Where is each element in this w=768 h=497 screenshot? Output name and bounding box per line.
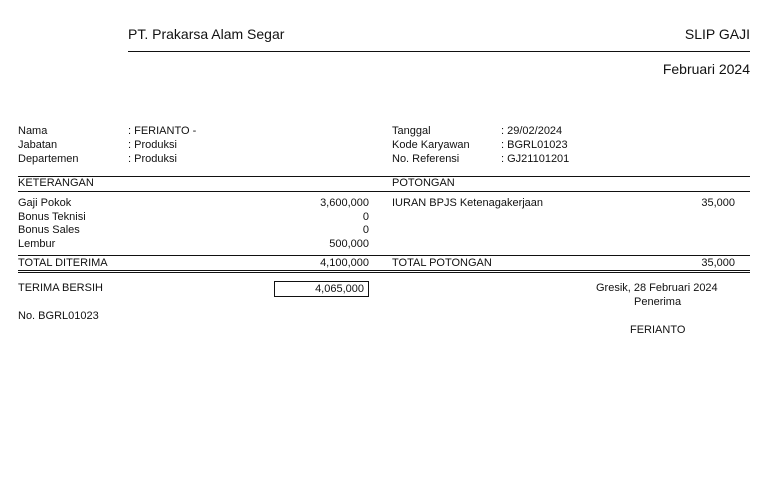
name-value: : FERIANTO -	[128, 125, 197, 137]
total-earnings-amount: 4,100,000	[320, 257, 369, 269]
net-pay-amount: 4,065,000	[274, 281, 369, 297]
section-top-line	[18, 176, 750, 177]
totals-double-line	[18, 272, 750, 273]
position-label: Jabatan	[18, 139, 58, 151]
earning-amount: 0	[362, 224, 369, 236]
earning-amount: 3,600,000	[320, 197, 369, 209]
reference-label: No. Referensi	[392, 153, 460, 165]
department-label: Departemen	[18, 153, 79, 165]
position-value: : Produksi	[128, 139, 177, 151]
total-deductions-amount: 35,000	[701, 257, 735, 269]
header-divider	[128, 51, 750, 52]
earning-label: Lembur	[18, 238, 56, 250]
receiver-name: FERIANTO	[630, 324, 686, 336]
date-value: : 29/02/2024	[501, 125, 563, 137]
employee-code-value: : BGRL01023	[501, 139, 568, 151]
earning-amount: 500,000	[329, 238, 369, 250]
total-earnings-label: TOTAL DITERIMA	[18, 257, 108, 269]
earnings-heading: KETERANGAN	[18, 177, 94, 189]
document-title: SLIP GAJI	[684, 26, 750, 42]
earning-label: Gaji Pokok	[18, 197, 72, 209]
deduction-amount: 35,000	[701, 197, 735, 209]
earning-label: Bonus Teknisi	[18, 211, 86, 223]
company-name: PT. Prakarsa Alam Segar	[128, 26, 285, 42]
place-date: Gresik, 28 Februari 2024	[596, 282, 718, 294]
department-value: : Produksi	[128, 153, 177, 165]
slip-number: No. BGRL01023	[18, 310, 99, 322]
pay-period: Februari 2024	[662, 61, 750, 77]
section-heading-line	[18, 191, 750, 192]
totals-bottom-line	[18, 270, 750, 271]
reference-value: : GJ21101201	[501, 153, 570, 165]
total-deductions-label: TOTAL POTONGAN	[392, 257, 492, 269]
receiver-label: Penerima	[634, 296, 682, 308]
deductions-heading: POTONGAN	[392, 177, 455, 189]
totals-top-line	[18, 255, 750, 256]
date-label: Tanggal	[392, 125, 431, 137]
earning-amount: 0	[362, 211, 369, 223]
deduction-label: IURAN BPJS Ketenagakerjaan	[392, 197, 544, 209]
employee-code-label: Kode Karyawan	[392, 139, 470, 151]
earning-label: Bonus Sales	[18, 224, 80, 236]
name-label: Nama	[18, 125, 48, 137]
net-pay-label: TERIMA BERSIH	[18, 282, 103, 294]
